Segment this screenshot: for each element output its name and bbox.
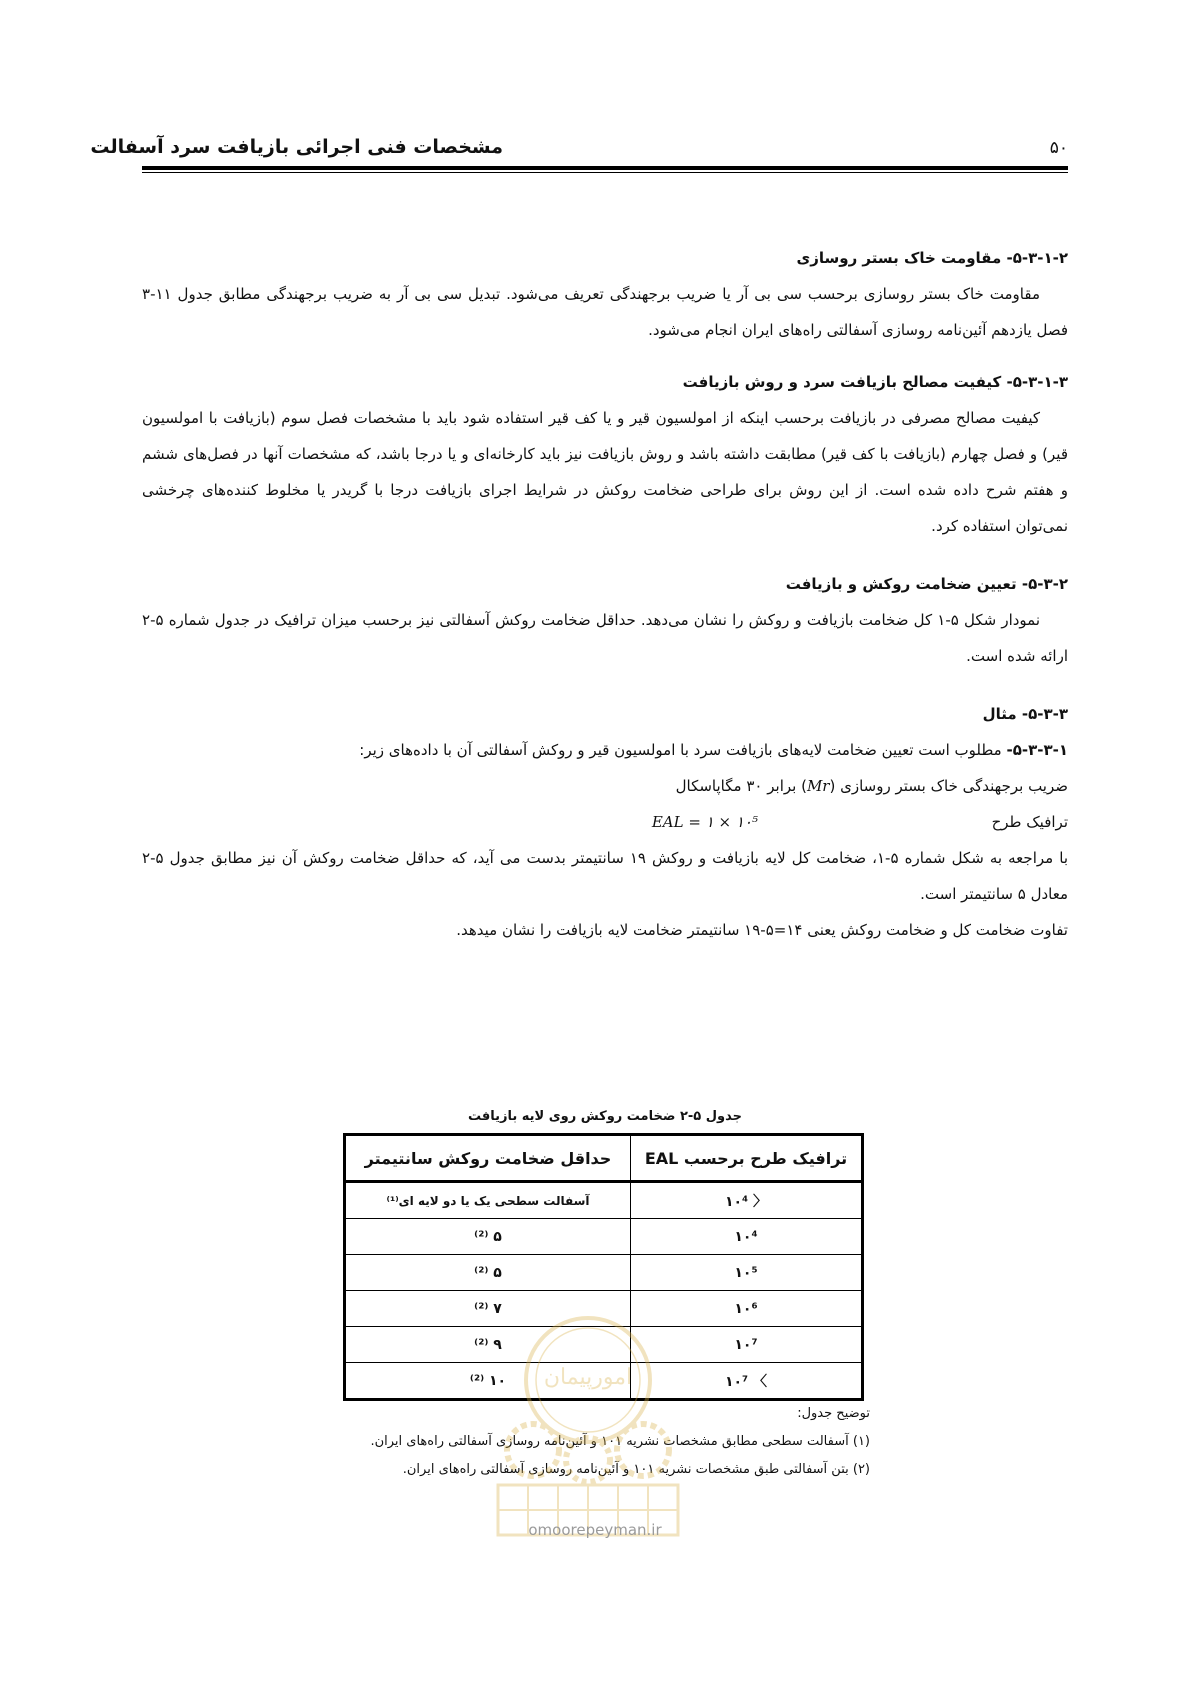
table-cell-thickness: آسفالت سطحی یک یا دو لایه ای⁽¹⁾ xyxy=(345,1182,631,1219)
notes-title: توضیح جدول: xyxy=(797,1406,870,1421)
example-text: مطلوب است تعیین ضخامت لایه‌های بازیافت سرد با امولسیون قیر و روکش آسفالتی آن با داده‌های زیر: xyxy=(359,741,1007,759)
table-row xyxy=(345,1182,863,1219)
table-cell-traffic: 〉 ۱۰⁷ xyxy=(631,1363,863,1400)
note-item: (۲) بتن آسفالتی طبق مشخصات نشریه ۱۰۱ و آئین‌نامه روسازی آسفالتی راه‌های ایران. xyxy=(402,1462,870,1477)
watermark-logo-text: امورپیمان xyxy=(543,1365,633,1390)
section-heading: ۵-۳-۱-۲- مقاومت خاک بستر روسازی xyxy=(796,249,1068,267)
main-content xyxy=(142,240,1068,948)
table-cell-traffic: ۱۰⁴ xyxy=(631,1219,863,1255)
traffic-formula: EAL = ۱ × ۱۰⁵ xyxy=(651,813,758,831)
table-cell-thickness: ۱۰ ⁽²⁾ xyxy=(345,1363,631,1400)
table-cell-traffic: 〈 ۱۰⁴ xyxy=(631,1182,863,1219)
section-heading: ۵-۳-۳- مثال xyxy=(982,705,1068,723)
table-header-traffic: ترافیک طرح برحسب EAL xyxy=(631,1135,863,1182)
table-cell-thickness: ۵ ⁽²⁾ xyxy=(345,1219,631,1255)
header-title: مشخصات فنی اجرائی بازیافت سرد آسفالت xyxy=(90,136,503,158)
page-number: ۵۰ xyxy=(1049,138,1068,158)
table-row xyxy=(345,1255,863,1291)
table-cell-thickness: ۷ ⁽²⁾ xyxy=(345,1291,631,1327)
note-item: (۱) آسفالت سطحی مطابق مشخصات نشریه ۱۰۱ و آئین‌نامه روسازی آسفالتی راه‌های ایران. xyxy=(370,1434,870,1449)
table-caption: جدول ۵-۲ ضخامت روکش روی لایه بازیافت xyxy=(467,1109,742,1124)
table-cell-thickness: ۵ ⁽²⁾ xyxy=(345,1255,631,1291)
paragraph: کیفیت مصالح مصرفی در بازیافت برحسب اینکه از امولسیون قیر و یا کف قیر استفاده شود باید با مشخصات فصل سوم (بازیافت با امولسیون قیر) و فصل چهارم (بازیافت با کف قیر) مطابقت داشته باشد و روش بازیافت نیز باید کارخانه‌ای و یا درجا باشد، که مشخصات آنها در فصل‌های ششم و هفتم شرح داده شده است. از این روش برای طراحی ضخامت روکش در شرایط اجرای بازیافت درجا با گریدر یا مخلوط کننده‌های چرخشی نمی‌توان استفاده کرد. xyxy=(142,409,1068,535)
paragraph: با مراجعه به شکل شماره ۵-۱، ضخامت کل لایه بازیافت و روکش ۱۹ سانتیمتر بدست می آید، که حداقل ضخامت روکش آن نیز مطابق جدول ۵-۲ معادل ۵ سانتیمتر است. xyxy=(142,849,1068,903)
paragraph: مقاومت خاک بستر روسازی برحسب سی بی آر یا ضریب برجهندگی تعریف می‌شود. تبدیل سی بی آر به ضریب برجهندگی مطابق جدول ۱۱-۳ فصل یازدهم آئین‌نامه روسازی آسفالتی راه‌های ایران انجام می‌شود. xyxy=(142,285,1068,339)
traffic-line xyxy=(142,804,1068,840)
table-header-thickness: حداقل ضخامت روکش سانتیمتر xyxy=(345,1135,631,1182)
mr-symbol: Mr xyxy=(806,777,830,795)
section-heading: ۵-۳-۲- تعیین ضخامت روکش و بازیافت xyxy=(785,575,1068,593)
table-cell-traffic: ۱۰⁷ xyxy=(631,1327,863,1363)
example-intro xyxy=(142,732,1068,768)
page-header xyxy=(90,128,1068,170)
example-number: ۵-۳-۳-۱- xyxy=(1006,741,1068,759)
subgrade-modulus-line: ضریب برجهندگی خاک بستر روسازی (Mr) برابر ۳۰ مگاپاسکال xyxy=(675,777,1068,795)
paragraph: نمودار شکل ۵-۱ کل ضخامت بازیافت و روکش را نشان می‌دهد. حداقل ضخامت روکش آسفالتی نیز برحسب میزان ترافیک در جدول شماره ۵-۲ ارائه شده است. xyxy=(142,611,1068,665)
table-cell-thickness: ۹ ⁽²⁾ xyxy=(345,1327,631,1363)
section-heading: ۵-۳-۱-۳- کیفیت مصالح بازیافت سرد و روش بازیافت xyxy=(682,373,1068,391)
paragraph: تفاوت ضخامت کل و ضخامت روکش یعنی ۱۴=۵-۱۹ سانتیمتر ضخامت لایه بازیافت را نشان میدهد. xyxy=(456,921,1068,939)
traffic-label: ترافیک طرح xyxy=(991,813,1068,831)
watermark-logo xyxy=(478,1310,698,1540)
watermark-url: omoorepeyman.ir xyxy=(528,1521,662,1539)
table-row xyxy=(345,1219,863,1255)
table-cell-traffic: ۱۰⁶ xyxy=(631,1291,863,1327)
header-rule-thick xyxy=(142,166,1068,170)
table-cell-traffic: ۱۰⁵ xyxy=(631,1255,863,1291)
header-rule-thin xyxy=(142,172,1068,173)
